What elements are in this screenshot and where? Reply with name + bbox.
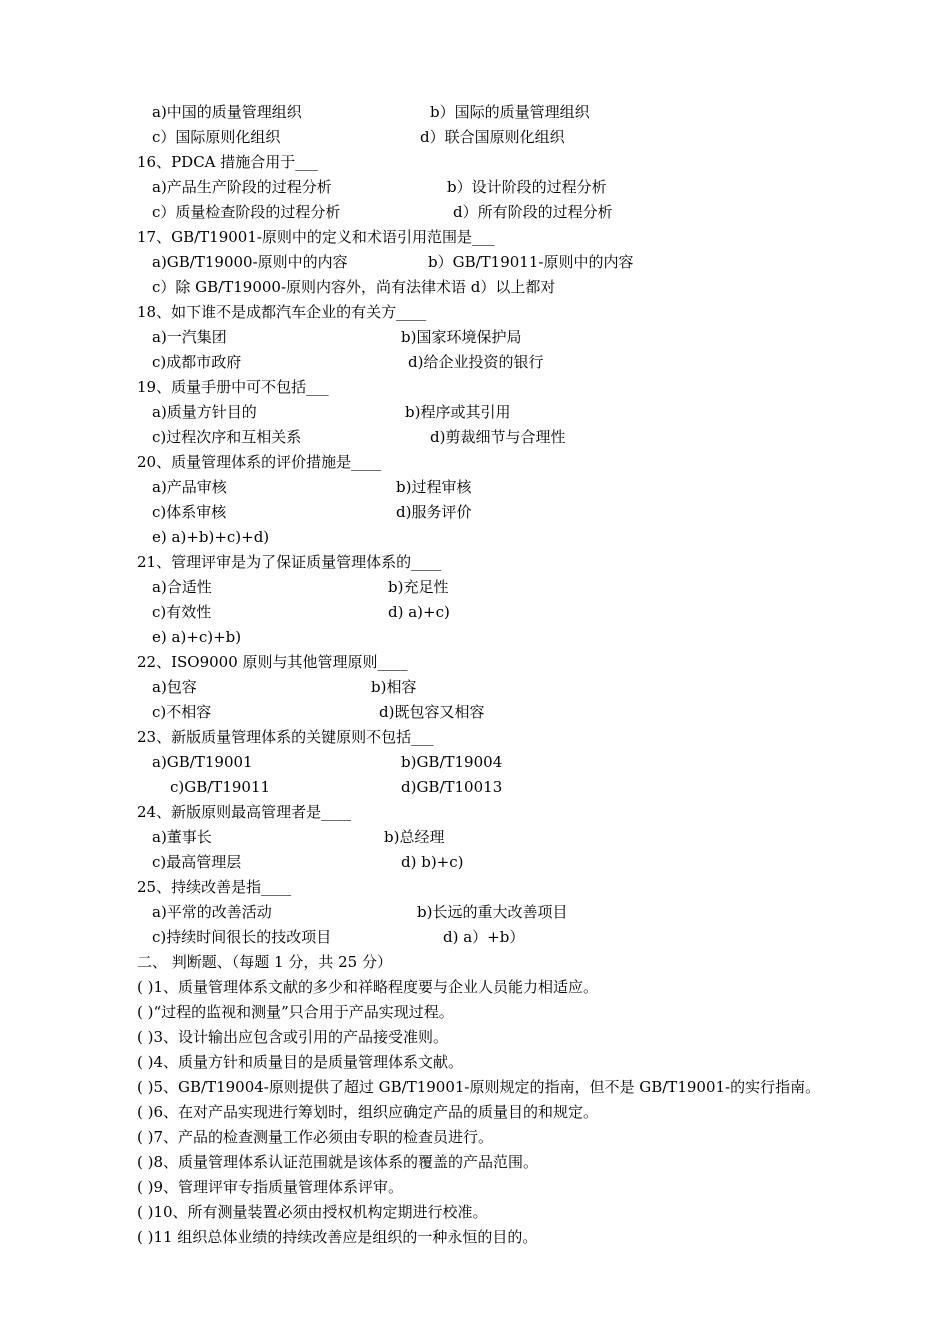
line-27-col-1: d)GB/T10013 [401, 778, 503, 796]
line-1-col-0: c）国际原则化组织 [152, 128, 281, 146]
line-35: ( )1、质量管理体系文献的多少和祥略程度要与企业人员能力相适应。 [137, 978, 599, 996]
line-27-col-0: c)GB/T19011 [170, 778, 271, 796]
line-15-col-1: b)过程审核 [396, 478, 472, 496]
line-32-col-0: a)平常的改善活动 [152, 903, 272, 921]
line-44: ( )10、所有测量装置必须由授权机构定期进行校准。 [137, 1203, 488, 1221]
line-3-col-1: b）设计阶段的过程分析 [447, 178, 607, 196]
line-4-col-0: c）质量检查阶段的过程分析 [152, 203, 341, 221]
line-36: ( )“过程的监视和测量”只合用于产品实现过程。 [137, 1003, 454, 1021]
line-10-col-1: d)给企业投资的银行 [408, 353, 544, 371]
line-31: 25、持续改善是指____ [137, 878, 292, 896]
line-34: 二、 判断题、（每题 1 分，共 25 分） [137, 953, 392, 971]
line-40: ( )6、在对产品实现进行筹划时，组织应确定产品的质量目的和规定。 [137, 1103, 599, 1121]
line-25: 23、新版质量管理体系的关键原则不包括___ [137, 728, 434, 746]
line-38: ( )4、质量方针和质量目的是质量管理体系文献。 [137, 1053, 464, 1071]
line-4-col-1: d）所有阶段的过程分析 [453, 203, 613, 221]
line-0-col-1: b）国际的质量管理组织 [430, 103, 590, 121]
line-23-col-1: b)相容 [371, 678, 417, 696]
line-43: ( )9、管理评审专指质量管理体系评审。 [137, 1178, 404, 1196]
line-15-col-0: a)产品审核 [152, 478, 227, 496]
line-12-col-1: b)程序或其引用 [405, 403, 511, 421]
line-0-col-0: a)中国的质量管理组织 [152, 103, 302, 121]
line-24-col-1: d)既包容又相容 [379, 703, 485, 721]
line-33-col-0: c)持续时间很长的技改项目 [152, 928, 332, 946]
line-23-col-0: a)包容 [152, 678, 197, 696]
line-14: 20、质量管理体系的评价措施是____ [137, 453, 382, 471]
line-20-col-1: d) a)+c) [388, 603, 450, 621]
line-21: e) a)+c)+b) [152, 628, 242, 646]
line-26-col-1: b)GB/T19004 [401, 753, 503, 771]
line-13-col-1: d)剪裁细节与合理性 [430, 428, 566, 446]
line-29-col-0: a)董事长 [152, 828, 212, 846]
line-45: ( )11 组织总体业绩的持续改善应是组织的一种永恒的目的。 [137, 1228, 538, 1246]
line-18: 21、管理评审是为了保证质量管理体系的____ [137, 553, 442, 571]
line-5: 17、GB/T19001-原则中的定义和术语引用范围是___ [137, 228, 495, 246]
line-41: ( )7、产品的检查测量工作必须由专职的检查员进行。 [137, 1128, 494, 1146]
line-19-col-0: a)合适性 [152, 578, 212, 596]
line-3-col-0: a)产品生产阶段的过程分析 [152, 178, 332, 196]
line-33-col-1: d) a）+b） [443, 928, 525, 946]
line-11: 19、质量手册中可不包括___ [137, 378, 329, 396]
line-28: 24、新版原则最高管理者是____ [137, 803, 352, 821]
line-1-col-1: d）联合国原则化组织 [420, 128, 565, 146]
line-32-col-1: b)长远的重大改善项目 [417, 903, 568, 921]
line-6-col-0: a)GB/T19000-原则中的内容 [152, 253, 348, 271]
line-17: e) a)+b)+c)+d) [152, 528, 270, 546]
line-29-col-1: b)总经理 [384, 828, 445, 846]
line-30-col-1: d) b)+c) [401, 853, 464, 871]
line-6-col-1: b）GB/T19011-原则中的内容 [428, 253, 634, 271]
line-19-col-1: b)充足性 [388, 578, 449, 596]
line-42: ( )8、质量管理体系认证范围就是该体系的覆盖的产品范围。 [137, 1153, 539, 1171]
line-2: 16、PDCA 措施合用于___ [137, 153, 318, 171]
line-10-col-0: c)成都市政府 [152, 353, 242, 371]
line-16-col-1: d)服务评价 [396, 503, 472, 521]
line-8: 18、如下谁不是成都汽车企业的有关方____ [137, 303, 427, 321]
line-16-col-0: c)体系审核 [152, 503, 227, 521]
line-9-col-0: a)一汽集团 [152, 328, 227, 346]
line-13-col-0: c)过程次序和互相关系 [152, 428, 302, 446]
line-7: c）除 GB/T19000-原则内容外，尚有法律术语 d）以上都对 [152, 278, 556, 296]
line-22: 22、ISO9000 原则与其他管理原则____ [137, 653, 408, 671]
line-12-col-0: a)质量方针目的 [152, 403, 257, 421]
line-39: ( )5、GB/T19004-原则提供了超过 GB/T19001-原则规定的指南，但不是 GB/T19001-的实行指南。 [137, 1078, 821, 1096]
line-37: ( )3、设计输出应包含或引用的产品接受准则。 [137, 1028, 449, 1046]
line-9-col-1: b)国家环境保护局 [401, 328, 522, 346]
line-24-col-0: c)不相容 [152, 703, 212, 721]
line-26-col-0: a)GB/T19001 [152, 753, 253, 771]
line-30-col-0: c)最高管理层 [152, 853, 242, 871]
line-20-col-0: c)有效性 [152, 603, 212, 621]
